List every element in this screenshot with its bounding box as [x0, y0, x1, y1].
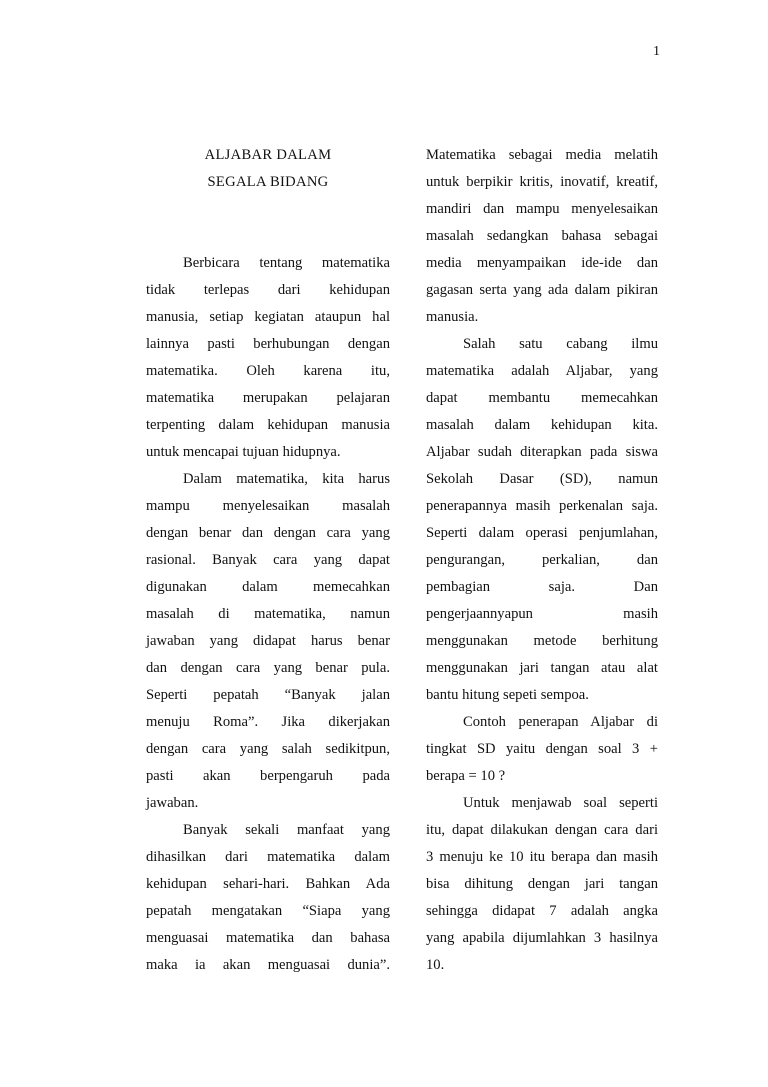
text-line: dengan cara yang salah sedikitpun, — [146, 741, 390, 757]
text-line: sehingga didapat 7 adalah angka — [426, 903, 658, 919]
text-line: tingkat SD yaitu dengan soal 3 + — [426, 741, 658, 757]
text-line: dapat membantu memecahkan — [426, 390, 658, 406]
paragraph — [146, 466, 390, 817]
paragraph — [426, 331, 658, 709]
text-line: pembagian saja. Dan — [426, 579, 658, 595]
text-line: jawaban. — [146, 795, 199, 811]
text-line: digunakan dalam memecahkan — [146, 579, 390, 595]
text-line: pepatah mengatakan “Siapa yang — [146, 903, 390, 919]
document-title — [146, 142, 390, 250]
text-line: matematika. Oleh karena itu, — [146, 363, 390, 379]
text-line: Dalam matematika, kita harus — [183, 471, 390, 487]
text-line: yang apabila dijumlahkan 3 hasilnya — [426, 930, 658, 946]
text-line: Berbicara tentang matematika — [183, 255, 390, 271]
text-line: lainnya pasti berhubungan dengan — [146, 336, 390, 352]
text-line: berapa = 10 ? — [426, 768, 506, 784]
text-line: Banyak sekali manfaat yang — [183, 822, 390, 838]
text-line: pengerjaannyapun masih — [426, 606, 658, 622]
text-line: terpenting dalam kehidupan manusia — [146, 417, 390, 433]
text-line: Seperti pepatah “Banyak jalan — [146, 687, 390, 703]
text-line: Salah satu cabang ilmu — [463, 336, 658, 352]
text-line: bisa dihitung dengan jari tangan — [426, 876, 658, 892]
text-line: matematika merupakan pelajaran — [146, 390, 390, 406]
text-line: media menyampaikan ide-ide dan — [426, 255, 658, 271]
text-line: tidak terlepas dari kehidupan — [146, 282, 390, 298]
paragraph — [426, 142, 658, 331]
text-line: mandiri dan mampu menyelesaikan — [426, 201, 658, 217]
text-line: masalah dalam kehidupan kita. — [426, 417, 658, 433]
text-line: Contoh penerapan Aljabar di — [463, 714, 658, 730]
text-line: itu, dapat dilakukan dengan cara dari — [426, 822, 658, 838]
text-line: Matematika sebagai media melatih — [426, 147, 658, 163]
text-line: bantu hitung sepeti sempoa. — [426, 687, 589, 703]
text-line: menuju Roma”. Jika dikerjakan — [146, 714, 390, 730]
text-line: kehidupan sehari-hari. Bahkan Ada — [146, 876, 390, 892]
text-line: Seperti dalam operasi penjumlahan, — [426, 525, 658, 541]
text-line: jawaban yang didapat harus benar — [146, 633, 390, 649]
text-line: 3 menuju ke 10 itu berapa dan masih — [426, 849, 658, 865]
paragraph — [426, 709, 658, 790]
text-line: masalah di matematika, namun — [146, 606, 390, 622]
text-line: manusia. — [426, 309, 479, 325]
title-line-1: ALJABAR DALAM — [204, 147, 332, 163]
text-line: mampu menyelesaikan masalah — [146, 498, 390, 514]
text-line: pengurangan, perkalian, dan — [426, 552, 658, 568]
text-line: matematika adalah Aljabar, yang — [426, 363, 658, 379]
text-line: 10. — [426, 957, 445, 973]
text-line: untuk mencapai tujuan hidupnya. — [146, 444, 341, 460]
text-line: maka ia akan menguasai dunia”. — [146, 957, 390, 973]
text-line: Sekolah Dasar (SD), namun — [426, 471, 658, 487]
page-number: 1 — [653, 44, 660, 59]
text-line: gagasan serta yang ada dalam pikiran — [426, 282, 658, 298]
text-line: menggunakan jari tangan atau alat — [426, 660, 658, 676]
paragraph — [426, 790, 658, 979]
text-line: untuk berpikir kritis, inovatif, kreatif, — [426, 174, 658, 190]
text-line: penerapannya masih perkenalan saja. — [426, 498, 658, 514]
paragraph — [146, 817, 390, 979]
right-column — [426, 142, 658, 979]
text-line: dengan benar dan dengan cara yang — [146, 525, 390, 541]
text-line: Untuk menjawab soal seperti — [463, 795, 658, 811]
text-line: menguasai matematika dan bahasa — [146, 930, 390, 946]
text-line: dihasilkan dari matematika dalam — [146, 849, 390, 865]
paragraph — [146, 250, 390, 466]
text-line: manusia, setiap kegiatan ataupun hal — [146, 309, 390, 325]
left-column — [146, 142, 390, 979]
text-line: pasti akan berpengaruh pada — [146, 768, 390, 784]
text-line: Aljabar sudah diterapkan pada siswa — [426, 444, 658, 460]
text-line: masalah sedangkan bahasa sebagai — [426, 228, 658, 244]
text-line: rasional. Banyak cara yang dapat — [146, 552, 390, 568]
title-line-2: SEGALA BIDANG — [207, 174, 329, 190]
text-line: dan dengan cara yang benar pula. — [146, 660, 390, 676]
text-line: menggunakan metode berhitung — [426, 633, 658, 649]
